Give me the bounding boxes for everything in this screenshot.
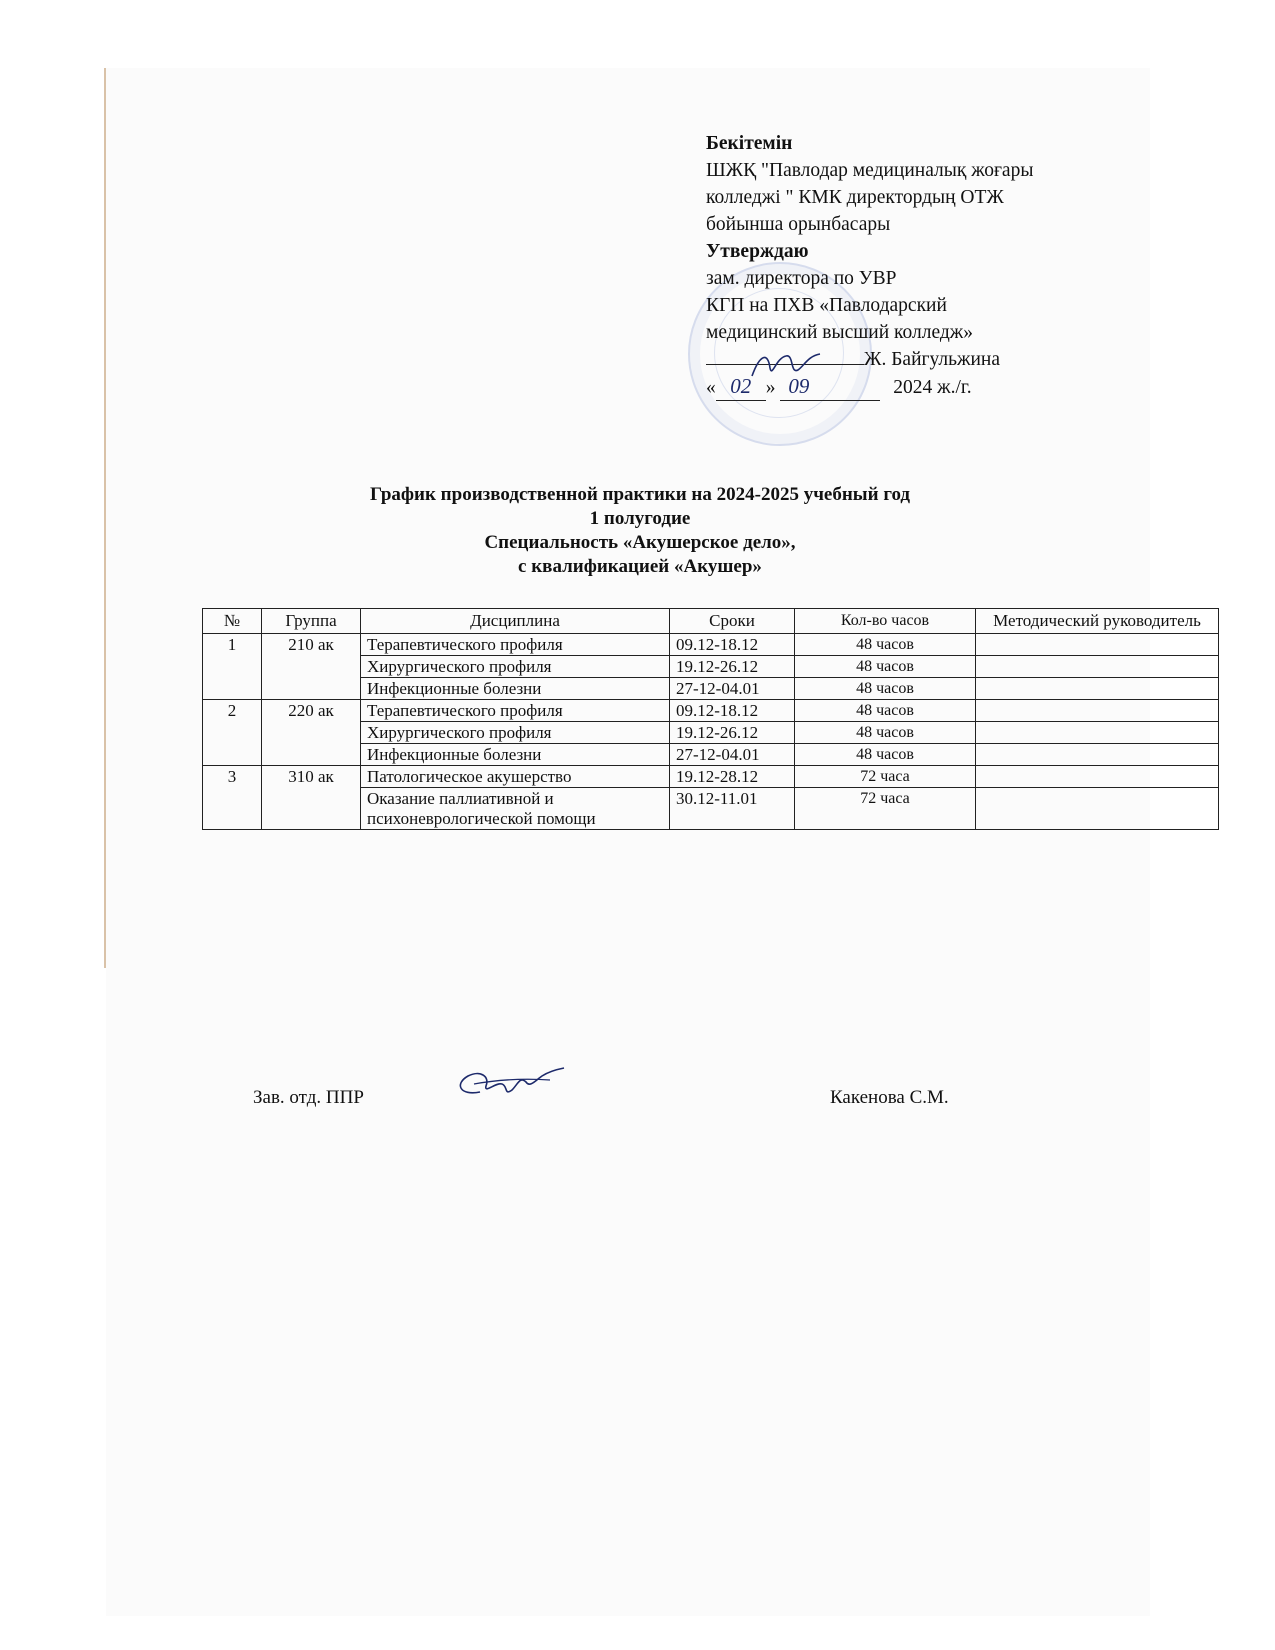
approval-ru-title: Утверждаю: [706, 241, 809, 262]
approval-ru-line: медицинский высший колледж»: [706, 322, 973, 343]
hours-cell: 48 часов: [795, 634, 976, 656]
hours-cell: 48 часов: [795, 722, 976, 744]
approval-ru-line: КГП на ПХВ «Павлодарский: [706, 295, 947, 316]
header-no: №: [203, 609, 262, 634]
hours-cell: 72 часа: [795, 766, 976, 788]
group-name: 310 ак: [262, 766, 361, 830]
discipline-cell: Инфекционные болезни: [361, 678, 670, 700]
dates-cell: 19.12-26.12: [670, 656, 795, 678]
date-close-quote: »: [765, 377, 776, 398]
document-qualification: с квалификацией «Акушер»: [518, 556, 762, 577]
footer-position: Зав. отд. ППР: [253, 1087, 364, 1108]
document-title: График производственной практики на 2024-2025 учебный год: [369, 484, 911, 505]
practice-schedule-table: [202, 608, 1219, 830]
group-number: 3: [203, 766, 262, 830]
table-row: [203, 766, 1219, 788]
hours-cell: 48 часов: [795, 678, 976, 700]
dates-cell: 19.12-26.12: [670, 722, 795, 744]
group-name: 220 ак: [262, 700, 361, 766]
header-hours: Кол-во часов: [795, 609, 976, 634]
header-dates: Сроки: [670, 609, 795, 634]
document-title-block: [200, 483, 1080, 579]
approval-kz-line: колледжі " КМК директордың ОТЖ: [706, 187, 1004, 208]
header-discipline: Дисциплина: [361, 609, 670, 634]
supervisor-cell: [976, 656, 1219, 678]
hours-cell: 48 часов: [795, 744, 976, 766]
footer-name: Какенова С.М.: [830, 1087, 949, 1108]
group-name: 210 ак: [262, 634, 361, 700]
approver-signature-icon: [746, 348, 826, 382]
group-number: 1: [203, 634, 262, 700]
date-day: 02: [716, 373, 766, 401]
header-supervisor: Методический руководитель: [976, 609, 1219, 634]
paper-edge: [104, 68, 106, 968]
discipline-cell: Терапевтического профиля: [361, 700, 670, 722]
approval-kz-line: ШЖҚ "Павлодар медициналық жоғары: [706, 160, 1034, 181]
approval-kz-line: бойынша орынбасары: [706, 214, 891, 235]
hours-cell: 48 часов: [795, 656, 976, 678]
date-year: 2024 ж./г.: [893, 377, 972, 398]
header-group: Группа: [262, 609, 361, 634]
document-semester: 1 полугодие: [589, 508, 691, 529]
discipline-cell: Терапевтического профиля: [361, 634, 670, 656]
supervisor-cell: [976, 788, 1219, 830]
discipline-cell: Оказание паллиативной и психоневрологической помощи: [361, 788, 670, 830]
head-signature-icon: [450, 1062, 568, 1110]
dates-cell: 09.12-18.12: [670, 634, 795, 656]
approval-kz-title: Бекітемін: [706, 133, 793, 154]
dates-cell: 30.12-11.01: [670, 788, 795, 830]
discipline-cell: Хирургического профиля: [361, 722, 670, 744]
supervisor-cell: [976, 634, 1219, 656]
date-open-quote: «: [706, 377, 716, 398]
date-month: 09: [780, 373, 880, 401]
table-row: [203, 634, 1219, 656]
table-row: [203, 700, 1219, 722]
supervisor-cell: [976, 722, 1219, 744]
discipline-cell: Хирургического профиля: [361, 656, 670, 678]
approval-signature-line: [706, 346, 1126, 373]
document-specialty: Специальность «Акушерское дело»,: [484, 532, 796, 553]
supervisor-cell: [976, 678, 1219, 700]
approval-block: [706, 130, 1126, 401]
supervisor-cell: [976, 700, 1219, 722]
supervisor-cell: [976, 744, 1219, 766]
dates-cell: 19.12-28.12: [670, 766, 795, 788]
dates-cell: 27-12-04.01: [670, 744, 795, 766]
dates-cell: 27-12-04.01: [670, 678, 795, 700]
approval-ru-line: зам. директора по УВР: [706, 268, 897, 289]
discipline-cell: Патологическое акушерство: [361, 766, 670, 788]
supervisor-cell: [976, 766, 1219, 788]
hours-cell: 72 часа: [795, 788, 976, 830]
hours-cell: 48 часов: [795, 700, 976, 722]
table-header-row: [203, 609, 1219, 634]
signature-underline: [706, 364, 864, 365]
dates-cell: 09.12-18.12: [670, 700, 795, 722]
discipline-cell: Инфекционные болезни: [361, 744, 670, 766]
approval-signer: Ж. Байгульжина: [864, 349, 1001, 370]
group-number: 2: [203, 700, 262, 766]
